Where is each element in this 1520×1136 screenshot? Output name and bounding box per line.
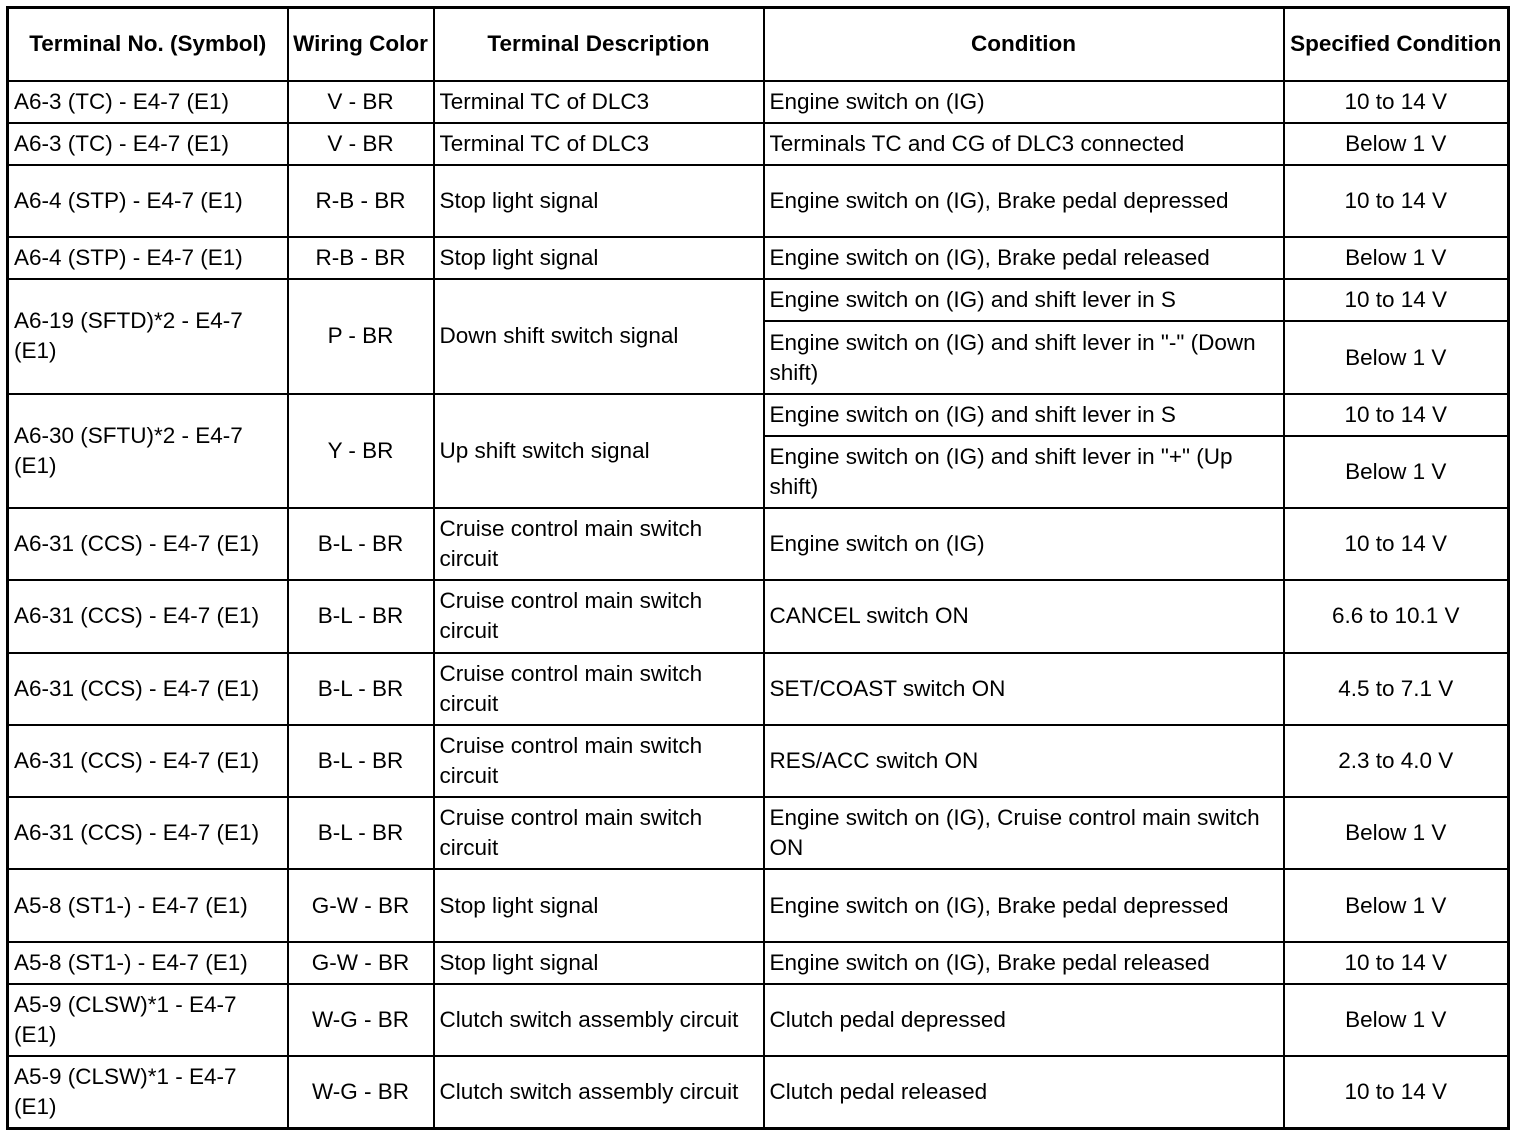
wiring-color-cell: Y - BR: [288, 394, 434, 508]
specified-condition-cell: 10 to 14 V: [1284, 165, 1509, 237]
terminal-cell: A5-9 (CLSW)*1 - E4-7 (E1): [8, 1056, 288, 1128]
specified-condition-cell: Below 1 V: [1284, 237, 1509, 279]
wiring-color-cell: R-B - BR: [288, 237, 434, 279]
terminal-cell: A6-31 (CCS) - E4-7 (E1): [8, 508, 288, 580]
condition-cell: Engine switch on (IG) and shift lever in S: [764, 279, 1284, 321]
wiring-color-cell: B-L - BR: [288, 797, 434, 869]
table-row: [8, 869, 1509, 941]
terminal-cell: A6-30 (SFTU)*2 - E4-7 (E1): [8, 394, 288, 508]
terminal-cell: A6-31 (CCS) - E4-7 (E1): [8, 797, 288, 869]
condition-cell: Clutch pedal released: [764, 1056, 1284, 1128]
condition-cell: Engine switch on (IG) and shift lever in "-" (Down shift): [764, 321, 1284, 393]
condition-cell: Engine switch on (IG), Brake pedal released: [764, 942, 1284, 984]
description-cell: Cruise control main switch circuit: [434, 797, 764, 869]
description-cell: Cruise control main switch circuit: [434, 653, 764, 725]
description-cell: Terminal TC of DLC3: [434, 123, 764, 165]
condition-cell: Engine switch on (IG) and shift lever in S: [764, 394, 1284, 436]
terminal-cell: A6-4 (STP) - E4-7 (E1): [8, 237, 288, 279]
condition-cell: Engine switch on (IG), Brake pedal released: [764, 237, 1284, 279]
table-row: [8, 508, 1509, 580]
wiring-color-cell: R-B - BR: [288, 165, 434, 237]
terminal-cell: A5-8 (ST1-) - E4-7 (E1): [8, 869, 288, 941]
table-row: [8, 984, 1509, 1056]
table-row: [8, 394, 1509, 436]
specified-condition-cell: Below 1 V: [1284, 797, 1509, 869]
specified-condition-cell: 10 to 14 V: [1284, 1056, 1509, 1128]
description-cell: Cruise control main switch circuit: [434, 580, 764, 652]
terminal-cell: A5-9 (CLSW)*1 - E4-7 (E1): [8, 984, 288, 1056]
description-cell: Down shift switch signal: [434, 279, 764, 393]
condition-cell: Engine switch on (IG): [764, 81, 1284, 123]
description-cell: Cruise control main switch circuit: [434, 725, 764, 797]
condition-cell: Engine switch on (IG), Cruise control main switch ON: [764, 797, 1284, 869]
wiring-color-cell: G-W - BR: [288, 942, 434, 984]
table-row: [8, 797, 1509, 869]
description-cell: Stop light signal: [434, 237, 764, 279]
wiring-color-cell: G-W - BR: [288, 869, 434, 941]
description-cell: Up shift switch signal: [434, 394, 764, 508]
header-terminal-description: Terminal Description: [434, 8, 764, 81]
header-terminal: Terminal No. (Symbol): [8, 8, 288, 81]
specified-condition-cell: 6.6 to 10.1 V: [1284, 580, 1509, 652]
terminal-spec-table: [6, 6, 1510, 1130]
terminal-cell: A6-4 (STP) - E4-7 (E1): [8, 165, 288, 237]
header-condition: Condition: [764, 8, 1284, 81]
specified-condition-cell: 4.5 to 7.1 V: [1284, 653, 1509, 725]
table-body: [8, 81, 1509, 1129]
description-cell: Clutch switch assembly circuit: [434, 1056, 764, 1128]
specified-condition-cell: 10 to 14 V: [1284, 942, 1509, 984]
condition-cell: CANCEL switch ON: [764, 580, 1284, 652]
specified-condition-cell: Below 1 V: [1284, 869, 1509, 941]
condition-cell: Terminals TC and CG of DLC3 connected: [764, 123, 1284, 165]
wiring-color-cell: V - BR: [288, 123, 434, 165]
header-specified-condition: Specified Condition: [1284, 8, 1509, 81]
specified-condition-cell: Below 1 V: [1284, 436, 1509, 508]
wiring-color-cell: B-L - BR: [288, 653, 434, 725]
header-wiring-color: Wiring Color: [288, 8, 434, 81]
specified-condition-cell: 10 to 14 V: [1284, 279, 1509, 321]
condition-cell: Engine switch on (IG), Brake pedal depressed: [764, 165, 1284, 237]
table-row: [8, 1056, 1509, 1128]
wiring-color-cell: P - BR: [288, 279, 434, 393]
table-row: [8, 653, 1509, 725]
wiring-color-cell: V - BR: [288, 81, 434, 123]
terminal-cell: A6-31 (CCS) - E4-7 (E1): [8, 653, 288, 725]
terminal-cell: A6-31 (CCS) - E4-7 (E1): [8, 725, 288, 797]
specified-condition-cell: Below 1 V: [1284, 123, 1509, 165]
description-cell: Stop light signal: [434, 942, 764, 984]
table-row: [8, 725, 1509, 797]
condition-cell: Engine switch on (IG) and shift lever in "+" (Up shift): [764, 436, 1284, 508]
table-row: [8, 580, 1509, 652]
condition-cell: RES/ACC switch ON: [764, 725, 1284, 797]
table-row: [8, 942, 1509, 984]
specified-condition-cell: 2.3 to 4.0 V: [1284, 725, 1509, 797]
table-row: [8, 237, 1509, 279]
terminal-cell: A6-19 (SFTD)*2 - E4-7 (E1): [8, 279, 288, 393]
wiring-color-cell: B-L - BR: [288, 725, 434, 797]
description-cell: Clutch switch assembly circuit: [434, 984, 764, 1056]
description-cell: Stop light signal: [434, 165, 764, 237]
condition-cell: Clutch pedal depressed: [764, 984, 1284, 1056]
specified-condition-cell: 10 to 14 V: [1284, 81, 1509, 123]
condition-cell: Engine switch on (IG), Brake pedal depressed: [764, 869, 1284, 941]
table-row: [8, 165, 1509, 237]
terminal-cell: A6-31 (CCS) - E4-7 (E1): [8, 580, 288, 652]
terminal-cell: A6-3 (TC) - E4-7 (E1): [8, 81, 288, 123]
specified-condition-cell: Below 1 V: [1284, 321, 1509, 393]
wiring-color-cell: B-L - BR: [288, 508, 434, 580]
specified-condition-cell: 10 to 14 V: [1284, 394, 1509, 436]
condition-cell: SET/COAST switch ON: [764, 653, 1284, 725]
wiring-color-cell: B-L - BR: [288, 580, 434, 652]
description-cell: Terminal TC of DLC3: [434, 81, 764, 123]
specified-condition-cell: 10 to 14 V: [1284, 508, 1509, 580]
specified-condition-cell: Below 1 V: [1284, 984, 1509, 1056]
description-cell: Stop light signal: [434, 869, 764, 941]
table-row: [8, 123, 1509, 165]
table-row: [8, 279, 1509, 321]
description-cell: Cruise control main switch circuit: [434, 508, 764, 580]
table-row: [8, 81, 1509, 123]
terminal-cell: A6-3 (TC) - E4-7 (E1): [8, 123, 288, 165]
terminal-cell: A5-8 (ST1-) - E4-7 (E1): [8, 942, 288, 984]
header-row: [8, 8, 1509, 81]
wiring-color-cell: W-G - BR: [288, 1056, 434, 1128]
wiring-color-cell: W-G - BR: [288, 984, 434, 1056]
condition-cell: Engine switch on (IG): [764, 508, 1284, 580]
